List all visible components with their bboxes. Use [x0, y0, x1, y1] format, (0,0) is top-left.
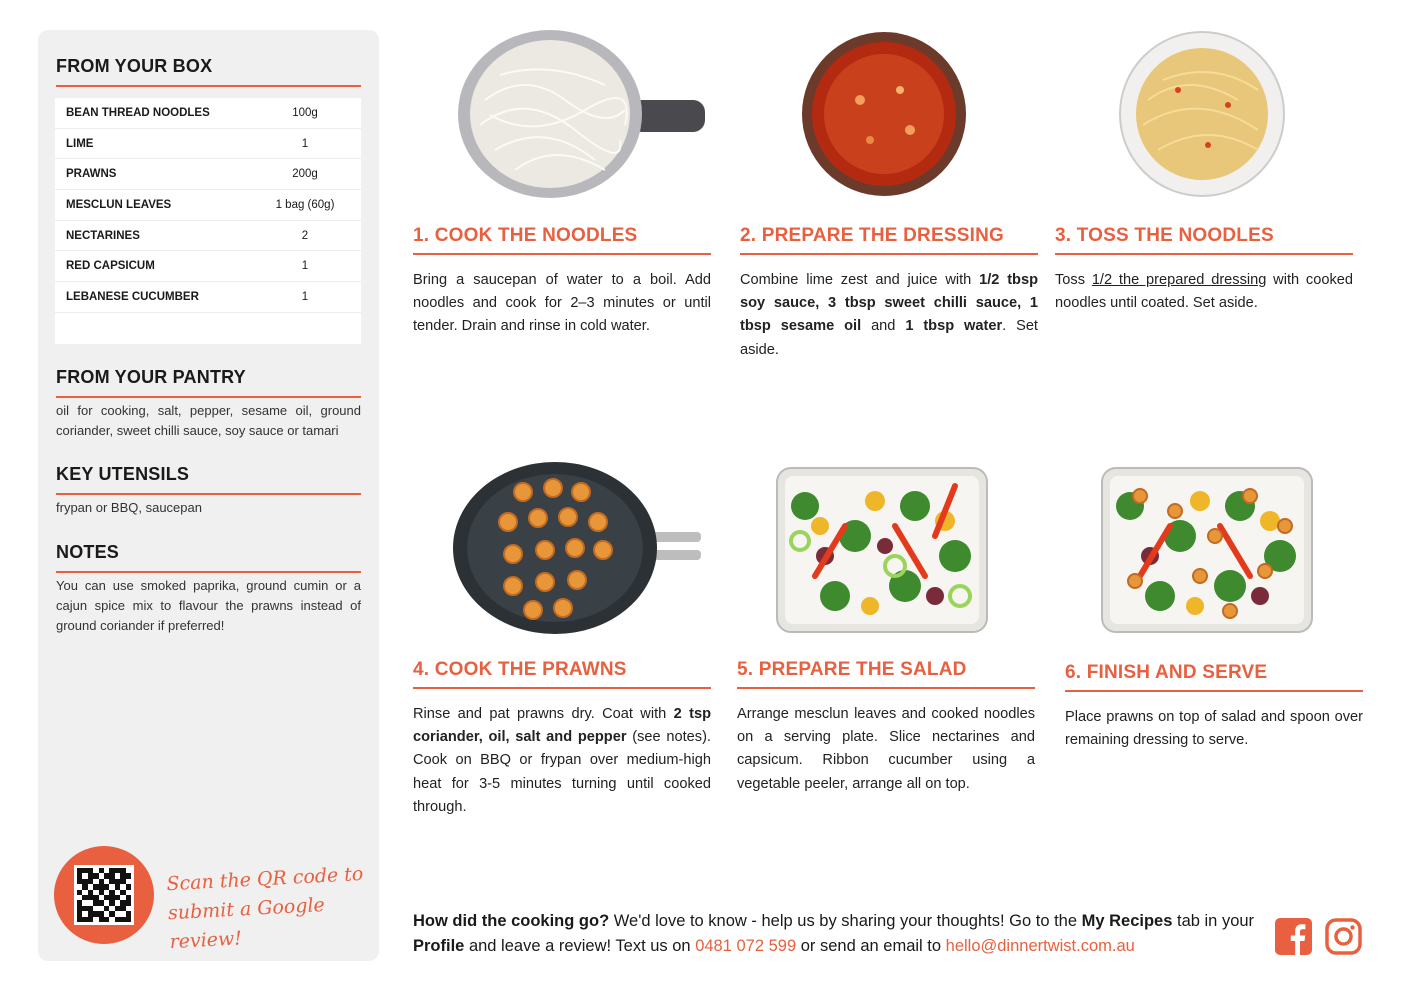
tossed-noodles-photo — [1118, 30, 1286, 198]
footer-text: tab in your — [1172, 912, 1255, 930]
ingredient-name: NECTARINES — [66, 229, 140, 242]
step-1 — [413, 225, 711, 339]
table-row — [55, 129, 361, 160]
step-text-bold: 2 tsp coriander, oil, salt and pepper — [413, 706, 712, 746]
step-text: Bring a saucepan of water to a boil. Add noodles and cook for 2–3 minutes or until tender. Drain and rinse in cold water. — [413, 272, 711, 335]
qr-badge[interactable] — [54, 846, 154, 944]
table-row — [55, 251, 361, 282]
step-3 — [1055, 225, 1353, 315]
review-prompt — [413, 909, 1263, 959]
profile-label: Profile — [413, 937, 465, 955]
step-title: 2. PREPARE THE DRESSING — [740, 225, 1038, 255]
ingredient-name: MESCLUN LEAVES — [66, 198, 172, 211]
sidebar — [38, 30, 379, 961]
qr-caption-line: submit a Google review! — [167, 894, 326, 954]
table-row — [55, 221, 361, 252]
table-row — [55, 98, 361, 129]
step-title: 1. COOK THE NOODLES — [413, 225, 711, 255]
step-text: and — [861, 318, 906, 335]
ingredients-table — [55, 98, 361, 344]
step-title: 4. COOK THE PRAWNS — [413, 659, 711, 689]
email-link[interactable]: hello@dinnertwist.com.au — [945, 937, 1135, 955]
step-title: 5. PREPARE THE SALAD — [737, 659, 1035, 689]
notes-heading: NOTES — [56, 542, 361, 573]
table-row — [55, 190, 361, 221]
step-body — [737, 703, 1035, 796]
step-body — [413, 269, 711, 339]
ingredient-qty: 2 — [301, 229, 309, 242]
step-6 — [1065, 662, 1363, 752]
step-text: with cooked noodles until coated. Set aside. — [1055, 272, 1353, 312]
step-title: 6. FINISH AND SERVE — [1065, 662, 1363, 692]
step-title: 3. TOSS THE NOODLES — [1055, 225, 1353, 255]
step-text: . Set aside. — [740, 318, 1038, 358]
ingredient-name: PRAWNS — [66, 168, 117, 181]
instagram-icon[interactable] — [1325, 918, 1362, 955]
step-4 — [413, 659, 711, 819]
ingredient-name: RED CAPSICUM — [66, 260, 155, 273]
step-text: Place prawns on top of salad and spoon over remaining dressing to serve. — [1065, 709, 1363, 749]
ingredient-qty: 100g — [292, 106, 318, 119]
step-body — [740, 269, 1038, 362]
footer-text: and leave a review! Text us on — [464, 937, 696, 955]
step-body — [1065, 706, 1363, 752]
prawns-frypan-photo — [453, 462, 703, 634]
table-row — [55, 282, 361, 313]
footer-text: or send an email to — [796, 937, 946, 955]
ingredient-name: BEAN THREAD NOODLES — [66, 106, 210, 119]
step-text-bold: 1 tbsp water — [905, 318, 1003, 335]
step-text: Combine lime zest and juice with — [740, 272, 980, 288]
ingredient-name: LIME — [66, 137, 94, 150]
ingredient-qty: 1 — [301, 137, 309, 150]
ingredient-qty: 200g — [292, 168, 318, 181]
step-text: Toss — [1055, 272, 1092, 288]
step-text: Arrange mesclun leaves and cooked noodles on a serving plate. Slice nectarines and capsicum. Ribbon cucumber using a vegetable peeler, arrange all on top. — [737, 706, 1035, 792]
dressing-bowl-photo — [800, 30, 968, 198]
step-text: (see notes). Cook on BBQ or frypan over medium-high heat for 3-5 minutes turning until cooked through. — [413, 729, 711, 815]
salad-plate-photo — [775, 466, 989, 634]
from-your-pantry-heading: FROM YOUR PANTRY — [56, 367, 361, 398]
step-5 — [737, 659, 1035, 796]
from-your-box-heading: FROM YOUR BOX — [56, 56, 361, 87]
ingredient-name: LEBANESE CUCUMBER — [66, 290, 199, 303]
key-utensils-heading: KEY UTENSILS — [56, 464, 361, 495]
finished-dish-photo — [1100, 466, 1314, 634]
step-body — [1055, 269, 1353, 315]
ingredient-qty: 1 — [301, 290, 309, 303]
notes-text: You can use smoked paprika, ground cumin or a cajun spice mix to flavour the prawns instead of ground coriander if preferred! — [56, 578, 361, 633]
step-2 — [740, 225, 1038, 362]
qr-caption-line: Scan the QR code to — [166, 862, 364, 896]
step-text-bold: 1/2 tbsp soy sauce, 3 tbsp sweet chilli sauce, 1 tbsp sesame oil — [740, 272, 1038, 335]
phone-link[interactable]: 0481 072 599 — [695, 937, 797, 955]
qr-caption — [166, 860, 370, 957]
step-body — [413, 703, 711, 819]
qr-code-icon[interactable] — [74, 865, 134, 925]
footer-text: We'd love to know - help us by sharing your thoughts! Go to the — [609, 912, 1082, 930]
my-recipes-label: My Recipes — [1081, 912, 1173, 930]
step-text-underlined: 1/2 the prepared dressing — [1091, 272, 1267, 288]
step-text: Rinse and pat prawns dry. Coat with — [413, 706, 674, 722]
table-row — [55, 159, 361, 190]
facebook-icon[interactable] — [1275, 918, 1312, 955]
pantry-text: oil for cooking, salt, pepper, sesame oil, ground coriander, sweet chilli sauce, soy sauce or tamari — [56, 403, 361, 438]
noodles-saucepan-photo — [455, 30, 705, 198]
ingredient-qty: 1 — [301, 260, 309, 273]
ingredient-qty: 1 bag (60g) — [275, 198, 335, 211]
review-question: How did the cooking go? — [413, 912, 610, 930]
utensils-text: frypan or BBQ, saucepan — [56, 500, 202, 515]
